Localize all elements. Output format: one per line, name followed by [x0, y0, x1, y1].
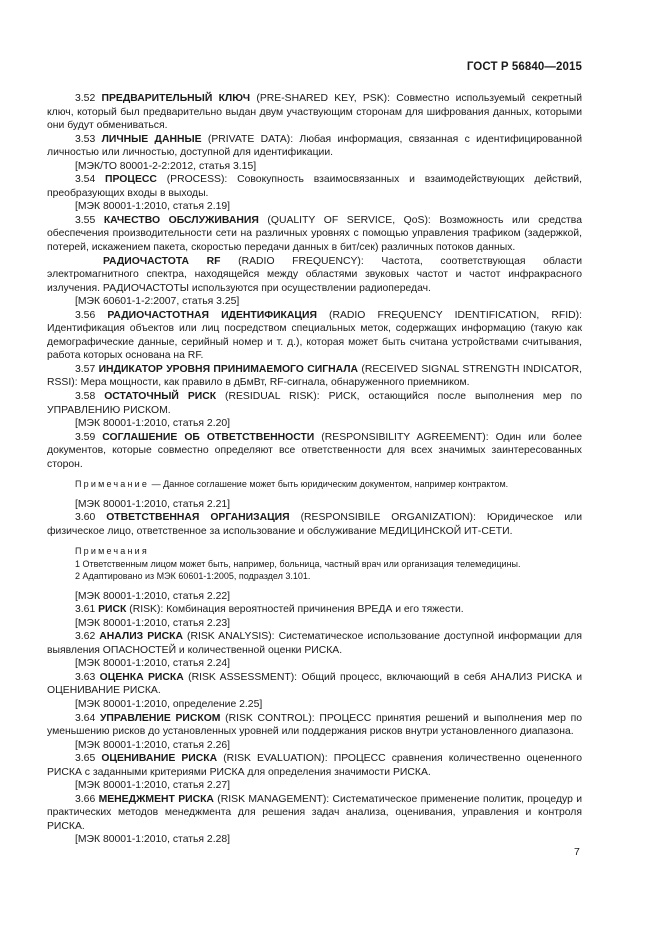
term-definition	[47, 431, 582, 472]
reference: [МЭК/ТО 80001-2-2:2012, статья 3.15]	[75, 160, 257, 172]
term-number: 3.56	[75, 309, 96, 321]
term-definition	[47, 712, 582, 739]
term-name: СОГЛАШЕНИЕ ОБ ОТВЕТСТВЕННОСТИ	[102, 431, 315, 443]
note-item: 1 Ответственным лицом может быть, например, больница, частный врач или организация телемедицины.	[75, 558, 521, 569]
reference: [МЭК 80001-1:2010, статья 2.28]	[75, 834, 231, 846]
notes-label: Примечания	[75, 546, 149, 557]
terms-block-3	[47, 590, 582, 847]
term-name: ОСТАТОЧНЫЙ РИСК	[104, 391, 217, 403]
reference: [МЭК 80001-1:2010, статья 2.26]	[75, 739, 231, 751]
term-text: (RISK CONTROL): ПРОЦЕСС принятия решений и выполнения мер по уменьшению рисков до установленных уровней или поддержания рисков внутри установленного диапазона.	[47, 712, 582, 738]
term-name: ПРОЦЕСС	[105, 174, 157, 186]
reference: [МЭК 80001-1:2010, статья 2.24]	[75, 658, 231, 670]
term-text: (RESIDUAL RISK): РИСК, остающийся после выполнения мер по УПРАВЛЕНИЮ РИСКОМ.	[47, 391, 582, 416]
term-name: ИНДИКАТОР УРОВНЯ ПРИНИМАЕМОГО СИГНАЛА	[98, 363, 359, 375]
term-name: УПРАВЛЕНИЕ РИСКОМ	[99, 712, 221, 724]
term-definition	[47, 793, 582, 834]
term-name: АНАЛИЗ РИСКА	[99, 631, 183, 643]
term-number: 3.57	[75, 363, 96, 375]
term-text: (RESPONSIBILE ORGANIZATION): Юридическое или физическое лицо, ответственное за использование и обслуживание МЕДИЦИНСКОЙ ИТ-СЕТИ.	[47, 512, 582, 537]
term-definition	[47, 390, 582, 417]
document-code: ГОСТ Р 56840—2015	[466, 61, 582, 73]
term-definition	[47, 133, 582, 160]
reference: [МЭК 80001-1:2010, определение 2.25]	[75, 698, 263, 710]
term-name: КАЧЕСТВО ОБСЛУЖИВАНИЯ	[103, 214, 259, 226]
term-text: (RISK): Комбинация вероятностей причинения ВРЕДА и его тяжести.	[126, 604, 464, 616]
term-definition	[47, 630, 582, 657]
document-body	[47, 92, 582, 847]
term-number: 3.60	[75, 512, 96, 524]
reference: [МЭК 80001-1:2010, статья 2.21]	[75, 498, 231, 510]
term-text: (RISK ASSESSMENT): Общий процесс, включающий в себя АНАЛИЗ РИСКА и ОЦЕНИВАНИЕ РИСКА.	[47, 671, 583, 697]
term-number: 3.59	[75, 431, 96, 443]
term-text: (QUALITY OF SERVICE, QoS): Возможность или средства обеспечения производительности сети на различных уровнях с помощью управления трафиком (задержкой, потерей, искажением пакета, скоростью передачи данных в бит/сек) различных потоков данных.	[47, 214, 582, 254]
term-definition	[47, 309, 582, 363]
term-text: (RISK MANAGEMENT): Систематическое применение политик, процедур и практических методов менеджмента для решения задач анализа, оценивания, управления и контроля РИСКА.	[47, 793, 583, 832]
term-number: 3.55	[75, 214, 96, 226]
reference: [МЭК 80001-1:2010, статья 2.23]	[75, 617, 231, 629]
term-number: 3.61	[75, 604, 96, 616]
notes	[47, 545, 582, 582]
term-definition	[47, 173, 582, 200]
term-definition	[47, 214, 582, 255]
term-number: 3.54	[75, 174, 96, 186]
note-item: 2 Адаптировано из МЭК 60601-1:2005, подраздел 3.101.	[75, 571, 311, 582]
note-label: Примечание	[75, 479, 150, 490]
page-number: 7	[574, 846, 580, 858]
term-name: ОЦЕНКА РИСКА	[99, 671, 184, 683]
term-text: (RECEIVED SIGNAL STRENGTH INDICATOR, RSSI): Мера мощности, как правило в дБмВт, RF-сигнала, обнаруженного приемником.	[47, 363, 582, 389]
reference: [МЭК 80001-1:2010, статья 2.22]	[75, 590, 231, 602]
term-name: ОЦЕНИВАНИЕ РИСКА	[101, 753, 218, 765]
terms-block-2	[47, 498, 582, 539]
term-name: РАДИОЧАСТОТА RF	[103, 255, 221, 267]
term-name: РАДИОЧАСТОТНАЯ ИДЕНТИФИКАЦИЯ	[107, 309, 317, 321]
term-definition	[47, 511, 582, 538]
term-text: (PRE-SHARED KEY, PSK): Совместно используемый секретный ключ, который был предварительно выдан двум участвующим сторонам для шифрования данных, которыми они будут обмениваться.	[47, 93, 582, 132]
term-definition	[47, 92, 582, 133]
term-number: 3.53	[75, 133, 96, 145]
reference: [МЭК 80001-1:2010, статья 2.19]	[75, 201, 231, 213]
term-text: (RISK EVALUATION): ПРОЦЕСС сравнения количественно оцененного РИСКА с заданными критериями РИСКА для определения значимости РИСКА.	[47, 753, 582, 778]
term-name: ОТВЕТСТВЕННАЯ ОРГАНИЗАЦИЯ	[106, 512, 290, 524]
reference: [МЭК 80001-1:2010, статья 2.20]	[75, 418, 231, 430]
term-name: ПРЕДВАРИТЕЛЬНЫЙ КЛЮЧ	[101, 93, 251, 104]
note	[47, 478, 582, 490]
term-definition	[47, 255, 582, 296]
term-name: МЕНЕДЖМЕНТ РИСКА	[98, 793, 214, 805]
term-definition	[47, 671, 582, 698]
term-text: (RISK ANALYSIS): Систематическое использование доступной информации для выявления ОПАСНОСТЕЙ и количественной оценки РИСКА.	[47, 631, 582, 656]
terms-block-1	[47, 92, 582, 471]
term-text: (RADIO FREQUENCY IDENTIFICATION, RFID): Идентификация объектов или лиц посредством специальных меток, содержащих информацию (такую как демографические данные, серийный номер и т. д.), которая может быть считана устройствами считывания, работа которых основана на RF.	[47, 309, 582, 362]
term-text: (RESPONSIBILITY AGREEMENT): Один или более документов, которые совместно определяют все ответственности для всех значимых заинтересованных сторон.	[47, 431, 582, 470]
term-text: (PRIVATE DATA): Любая информация, связанная с идентифицированной личностью или личностью, доступной для идентификации.	[47, 133, 582, 159]
term-definition	[47, 603, 582, 617]
term-number: 3.65	[75, 753, 96, 765]
reference: [МЭК 60601-1-2:2007, статья 3.25]	[75, 296, 240, 308]
term-name: РИСК	[98, 604, 127, 616]
term-number: 3.62	[75, 631, 96, 643]
term-text: (PROCESS): Совокупность взаимосвязанных и взаимодействующих действий, преобразующих входы в выходы.	[47, 174, 582, 199]
term-name: ЛИЧНЫЕ ДАННЫЕ	[101, 133, 202, 145]
term-definition	[47, 752, 582, 779]
term-number: 3.63	[75, 671, 96, 683]
term-number: 3.52	[75, 93, 96, 104]
term-text: (RADIO FREQUENCY): Частота, соответствующая области электромагнитного спектра, находящейся между областями звуковых частот и частот инфракрасного излучения. РАДИОЧАСТОТЫ используются при осуществлении радиопередач.	[47, 255, 582, 294]
note-text: — Данное соглашение может быть юридическим документом, например контрактом.	[149, 479, 509, 490]
term-number: 3.64	[75, 712, 96, 724]
reference: [МЭК 80001-1:2010, статья 2.27]	[75, 780, 231, 792]
term-number: 3.66	[75, 793, 96, 805]
term-definition	[47, 363, 582, 390]
term-number: 3.58	[75, 391, 96, 403]
